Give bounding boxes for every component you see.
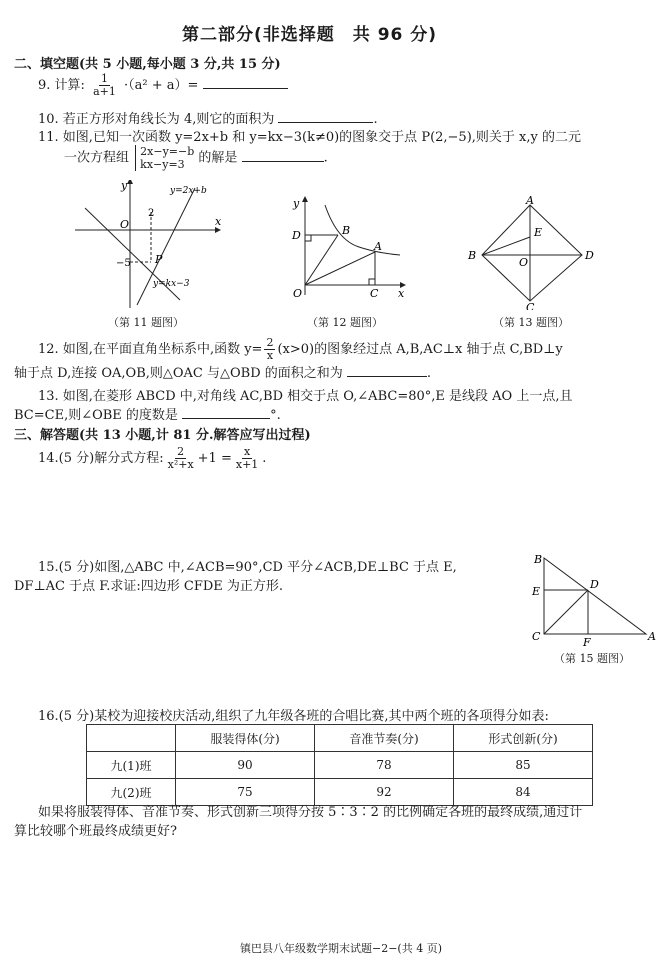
fig12-label-c: C	[370, 287, 379, 300]
question-16-line1: 16.(5 分)某校为迎接校庆活动,组织了九年级各班的合唱比赛,其中两个班的各项得分如表:	[38, 709, 549, 724]
fig12-label-b: B	[342, 224, 351, 237]
fig12-right-angle-c	[369, 279, 375, 285]
table-cell: 85	[454, 752, 593, 779]
table-cell: 90	[176, 752, 315, 779]
fig12-label-a: A	[374, 240, 382, 253]
fig12-label-x: x	[398, 287, 405, 300]
q14-end: .	[262, 451, 267, 466]
figure-15-caption: （第 15 题图）	[554, 652, 630, 665]
table-header-cell: 形式创新(分)	[454, 725, 593, 752]
fig11-label-2: 2	[148, 208, 155, 219]
table-cell: 75	[176, 779, 315, 806]
fig15-label-c: C	[532, 630, 541, 643]
q13-line2-text: BC=CE,则∠OBE 的度数是	[14, 408, 178, 423]
q14-fraction-left	[166, 446, 196, 471]
q12-text-b: (x>0)的图象经过点 A,B,AC⊥x 轴于点 C,BD⊥y	[277, 342, 563, 357]
fig11-label-o: O	[120, 218, 130, 231]
fig11-label-minus5: −5	[116, 258, 131, 269]
table-cell: 78	[315, 752, 454, 779]
fig13-label-o: O	[519, 256, 529, 269]
page-footer: 镇巴县八年级数学期末试题−2−(共 4 页)	[240, 942, 443, 955]
q13-answer-blank[interactable]	[182, 406, 270, 419]
table-cell: 九(2)班	[87, 779, 176, 806]
q10-answer-blank[interactable]	[278, 110, 373, 123]
fig15-triangle-abc	[544, 558, 646, 634]
q12-denominator: x	[266, 349, 274, 362]
fig15-label-e: E	[532, 585, 541, 598]
question-11-line2: 一次方程组 2x−y=−b kx−y=3 的解是 .	[64, 145, 328, 171]
fig11-label-line2: y=kx−3	[153, 279, 190, 289]
fig13-label-c: C	[526, 301, 535, 310]
page-title: 第二部分(非选择题 共 96 分)	[182, 25, 438, 45]
question-13-line2	[14, 404, 281, 423]
question-11-line1: 11. 如图,已知一次函数 y=2x+b 和 y=kx−3(k≠0)的图象交于点 P(2,−5),则关于 x,y 的二元	[38, 130, 581, 145]
figure-15	[528, 552, 663, 648]
q9-prefix: 9. 计算:	[38, 78, 85, 93]
q14-plus-one: +1 =	[197, 451, 232, 466]
question-15-line2: DF⊥AC 于点 F.求证:四边形 CFDE 为正方形.	[14, 579, 284, 594]
question-14	[38, 446, 266, 471]
section-solutions-heading: 三、解答题(共 13 小题,计 81 分.解答应写出过程)	[14, 428, 311, 443]
q14-denominator-left: x²+x	[167, 458, 194, 471]
fig15-label-b: B	[534, 553, 543, 566]
figure-13	[462, 195, 602, 310]
table-cell: 84	[454, 779, 593, 806]
q14-numerator-right: x	[243, 445, 251, 458]
q12-text-a: 12. 如图,在平面直角坐标系中,函数 y=	[38, 342, 263, 357]
table-cell: 92	[315, 779, 454, 806]
fig13-label-b: B	[468, 249, 477, 262]
fig13-label-e: E	[534, 226, 543, 239]
q11-system-label: 一次方程组	[64, 150, 130, 166]
question-12-line1	[38, 337, 563, 362]
fig12-y-arrow	[302, 196, 308, 202]
q14-prefix: 14.(5 分)解分式方程:	[38, 451, 164, 466]
q11-solution-label: 的解是	[198, 150, 238, 166]
table-header-cell: 音准节奏(分)	[315, 725, 454, 752]
q14-fraction-right	[234, 446, 260, 471]
q12-answer-blank[interactable]	[347, 364, 427, 377]
q14-denominator-right: x+1	[235, 458, 259, 471]
q9-fraction	[91, 73, 118, 98]
fig13-label-a: A	[526, 195, 534, 207]
q11-equation-system	[135, 145, 194, 171]
q9-expression: ·（a² + a）=	[123, 78, 199, 93]
question-16-line2: 如果将服装得体、音准节奏、形式创新三项得分按 5∶3∶2 的比例确定各班的最终成绩,通过计	[38, 805, 583, 820]
fig11-label-p: P	[155, 253, 163, 266]
figure-12-caption: （第 12 题图）	[307, 316, 383, 329]
q11-eq2: kx−y=3	[140, 158, 185, 171]
fig15-segment-cd	[544, 590, 588, 634]
question-9	[38, 73, 288, 98]
fig12-label-d: D	[292, 229, 301, 242]
fig12-right-angle-d	[305, 235, 311, 241]
fig13-label-d: D	[585, 249, 594, 262]
table-header-row	[87, 725, 593, 752]
q12-numerator: 2	[266, 336, 274, 349]
q9-numerator: 1	[100, 72, 108, 85]
fig15-label-f: F	[583, 636, 591, 648]
fig11-label-line1: y=2x+b	[170, 186, 207, 196]
question-12-line2: 轴于点 D,连接 OA,OB,则△OAC 与△OBD 的面积之和为 .	[14, 366, 432, 381]
figure-13-caption: （第 13 题图）	[493, 316, 569, 329]
section-fill-in-heading: 二、填空题(共 5 小题,每小题 3 分,共 15 分)	[14, 57, 281, 72]
table-cell: 九(1)班	[87, 752, 176, 779]
fig12-hyperbola	[325, 205, 400, 255]
table-header-cell	[87, 725, 176, 752]
q13-degree: °.	[270, 408, 281, 423]
figure-11-caption: （第 11 题图）	[108, 316, 184, 329]
fig11-label-x: x	[215, 215, 222, 228]
fig15-label-a: A	[648, 630, 656, 643]
fig15-label-d: D	[590, 578, 599, 591]
q11-answer-blank[interactable]	[242, 149, 324, 162]
q10-text: 10. 若正方形对角线长为 4,则它的面积为	[38, 112, 275, 127]
question-15-line1: 15.(5 分)如图,△ABC 中,∠ACB=90°,CD 平分∠ACB,DE⊥BC 于点 E,	[38, 560, 457, 575]
fig12-label-o: O	[293, 287, 303, 300]
table-header-cell: 服装得体(分)	[176, 725, 315, 752]
q12-line2-text: 轴于点 D,连接 OA,OB,则△OAC 与△OBD 的面积之和为	[14, 366, 343, 381]
q9-denominator: a+1	[93, 85, 116, 98]
q14-numerator-left: 2	[177, 445, 185, 458]
fig12-label-y: y	[293, 197, 300, 210]
question-16-line3: 算比较哪个班最终成绩更好?	[14, 824, 177, 839]
figure-12	[285, 195, 410, 305]
question-13-line1: 13. 如图,在菱形 ABCD 中,对角线 AC,BD 相交于点 O,∠ABC=80°,E 是线段 AO 上一点,且	[38, 389, 573, 404]
fig11-y-arrow	[127, 180, 133, 184]
scores-table	[86, 724, 593, 806]
q12-fraction	[264, 337, 275, 362]
fig11-label-y: y	[121, 180, 128, 192]
fig13-segment-be	[482, 237, 530, 255]
question-10: 10. 若正方形对角线长为 4,则它的面积为 .	[38, 112, 378, 127]
figure-11	[75, 180, 230, 310]
table-row	[87, 752, 593, 779]
q9-answer-blank[interactable]	[203, 76, 288, 89]
fig13-rhombus	[482, 205, 582, 301]
q11-eq1: 2x−y=−b	[140, 145, 195, 158]
